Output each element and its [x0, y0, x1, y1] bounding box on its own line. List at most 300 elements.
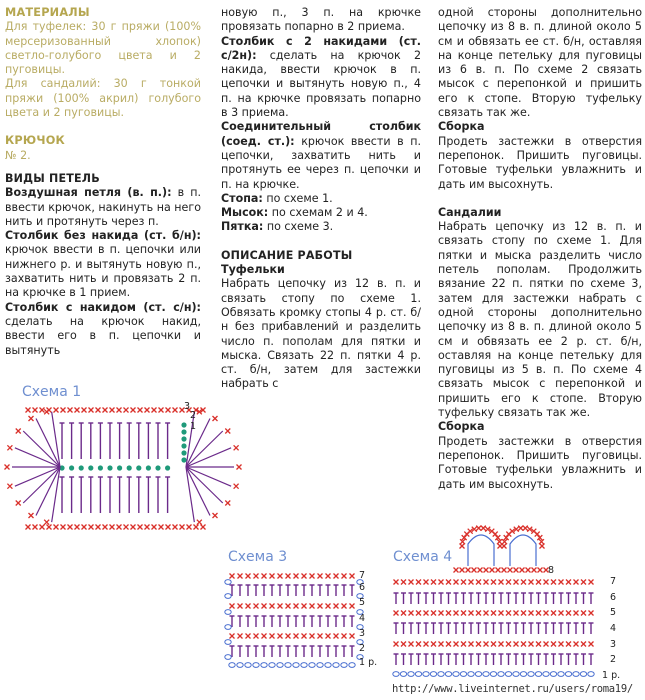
slst-text: крючок ввести в п. цепочки, захватить нить и протянуть ее через п. цепочки и п. на крючке.: [221, 134, 422, 191]
chain-dot: [165, 465, 170, 470]
sc-symbol: [469, 580, 474, 585]
sc-symbol: [559, 642, 564, 647]
scheme-3-diagram: [224, 568, 364, 678]
chain-dot: [181, 436, 186, 441]
chain-dot: [107, 465, 112, 470]
scheme-4-row-label: 3: [610, 639, 617, 650]
sc-symbol: [416, 642, 421, 647]
sc-symbol: [499, 580, 504, 585]
chain-loop: [415, 672, 421, 677]
shoes-text: Набрать цепочку из 12 в. п. и связать стопу по схеме 1. Обвязать кромку стопы 4 р. ст. б/н без прибавлений и разделить число п. пополам для пятки и мыска. Связать 22 п. пятки 4 р. ст. б/н, затем для застежки набрать с: [221, 277, 421, 391]
sc-symbol: [514, 611, 519, 616]
column-1: [5, 6, 201, 358]
scheme-1-title: Схема 1: [22, 384, 82, 400]
sc-symbol: [538, 568, 543, 573]
chain-loop: [528, 672, 534, 677]
sc-symbol: [521, 580, 526, 585]
sc-term: Столбик без накида (ст. б/н):: [5, 229, 201, 243]
sc-symbol: [131, 525, 136, 530]
sc-symbol: [469, 611, 474, 616]
materials-title: МАТЕРИАЛЫ: [5, 6, 90, 19]
chain-dot: [146, 465, 151, 470]
sc-symbol: [294, 574, 299, 579]
chain-loop: [341, 663, 347, 668]
sc-symbol: [159, 525, 164, 530]
sc-symbol: [326, 574, 331, 579]
materials-sandals: Для сандалий: 30 г тонкой пряжи (100% акрил) голубого цвета и 2 пуговицы.: [5, 77, 201, 120]
sc-symbol: [47, 525, 52, 530]
sc-symbol: [551, 611, 556, 616]
sc-symbol: [439, 580, 444, 585]
sc-symbol: [75, 408, 80, 413]
sc-symbol: [40, 408, 45, 413]
sc-symbol: [409, 580, 414, 585]
sc-symbol: [246, 634, 251, 639]
chain-loop: [468, 672, 474, 677]
sc-symbol: [166, 408, 171, 413]
sc-symbol: [499, 642, 504, 647]
stitch-types-title: ВИДЫ ПЕТЕЛЬ: [5, 171, 100, 185]
scheme-3-row-label: 5: [359, 597, 366, 608]
sc-symbol: [506, 611, 511, 616]
chain-loop: [520, 672, 526, 677]
sc-symbol: [237, 465, 242, 470]
sc-symbol: [40, 525, 45, 530]
sc-symbol: [246, 604, 251, 609]
sc-symbol: [173, 525, 178, 530]
sc-symbol: [401, 642, 406, 647]
sc-symbol: [350, 634, 355, 639]
chain-loop: [580, 672, 586, 677]
sc-symbol: [7, 445, 12, 450]
sc-symbol: [394, 642, 399, 647]
sc-symbol: [302, 574, 307, 579]
sc-symbol: [234, 484, 239, 489]
sc-symbol: [439, 642, 444, 647]
chain-dot: [181, 429, 186, 434]
column-2: [221, 6, 421, 392]
heel-term: Пятка:: [221, 220, 264, 234]
sc-symbol: [514, 568, 519, 573]
chain-loop: [565, 672, 571, 677]
sc-symbol: [461, 611, 466, 616]
chain-loop: [513, 672, 519, 677]
sc-symbol: [476, 526, 481, 531]
assembly-title-1: Сборка: [438, 120, 485, 134]
sc-symbol: [89, 525, 94, 530]
sc-symbol: [270, 604, 275, 609]
sc-symbol: [318, 604, 323, 609]
sc-symbol: [82, 408, 87, 413]
heel-text: по схеме 3.: [266, 220, 334, 234]
sc-symbol: [521, 611, 526, 616]
sc-symbol: [254, 634, 259, 639]
chain-text: в п. ввести крючок, накинуть на него нить и протянуть через п.: [5, 186, 201, 228]
sc-symbol: [401, 580, 406, 585]
sc-symbol: [506, 580, 511, 585]
sc-symbol: [502, 568, 507, 573]
toe-term: Мысок:: [221, 206, 269, 220]
sc-symbol: [44, 409, 49, 414]
sc-symbol: [294, 604, 299, 609]
sc-symbol: [254, 604, 259, 609]
sc-symbol: [536, 642, 541, 647]
scheme-4-row-label: 8: [548, 565, 555, 576]
sc-symbol: [278, 634, 283, 639]
sc-symbol: [68, 525, 73, 530]
chain-loop: [588, 672, 594, 677]
scheme-1-row-label: 1: [190, 421, 197, 432]
chain-loop: [505, 672, 511, 677]
sc-symbol: [33, 525, 38, 530]
chain-loop: [261, 663, 267, 668]
sc-symbol: [310, 574, 315, 579]
sc-symbol: [110, 525, 115, 530]
chain-loop: [293, 663, 299, 668]
sole-text: по схеме 1.: [266, 191, 333, 205]
sc-symbol: [496, 568, 501, 573]
chain-loop: [237, 663, 243, 668]
sc-symbol: [478, 568, 483, 573]
sc-symbol: [82, 525, 87, 530]
chain-loop: [301, 663, 307, 668]
sc-symbol: [7, 484, 12, 489]
sc-symbol: [103, 408, 108, 413]
chain-loop: [483, 672, 489, 677]
sc-text: крючок ввести в п. цепочки или нижнего р. и вытянуть новую п., захватить нить и провязать 2 п. на крючке в 1 прием.: [5, 243, 201, 300]
sc-symbol: [551, 642, 556, 647]
sc-symbol: [532, 568, 537, 573]
sc-symbol: [103, 525, 108, 530]
sc-symbol: [145, 408, 150, 413]
tr-text: сделать на крючок 2 накида, ввести крючок в п. цепочки и вытянуть новую п., 4 п. на крючке провязать попарно в 3 приема.: [221, 48, 421, 120]
chain-definition: [5, 186, 201, 229]
sandals-title: Сандалии: [438, 205, 502, 219]
sc-symbol: [454, 642, 459, 647]
chain-dot: [69, 465, 74, 470]
shoes-title: Туфельки: [221, 263, 285, 277]
hook-value: № 2.: [5, 148, 31, 162]
sc-symbol: [566, 611, 571, 616]
sc-symbol: [33, 408, 38, 413]
dc-definition: [5, 301, 201, 358]
dc-continuation: новую п., 3 п. на крючке провязать попарно в 2 приема.: [221, 6, 421, 34]
toe-line: [221, 206, 421, 220]
sc-symbol: [26, 408, 31, 413]
chain-loop: [453, 672, 459, 677]
sc-symbol: [131, 408, 136, 413]
chain-loop: [229, 663, 235, 668]
sc-symbol: [213, 513, 218, 518]
scheme-4-row-label: 5: [610, 607, 617, 618]
sc-symbol: [310, 634, 315, 639]
sc-symbol: [230, 634, 235, 639]
fan-post: [15, 467, 60, 486]
strap-loop: [510, 535, 536, 566]
sc-symbol: [278, 574, 283, 579]
sc-symbol: [476, 611, 481, 616]
sc-symbol: [424, 611, 429, 616]
tr-definition: [221, 35, 421, 121]
sc-symbol: [117, 408, 122, 413]
chain-loop: [309, 663, 315, 668]
sc-symbol: [29, 513, 34, 518]
sc-symbol: [529, 611, 534, 616]
assembly-text-1: Продеть застежки в отверстия перепонок. Пришить пуговицы. Готовые туфельки увлажнить и дать им высохнуть.: [438, 134, 642, 191]
sc-symbol: [152, 408, 157, 413]
sc-symbol: [334, 604, 339, 609]
sc-symbol: [490, 568, 495, 573]
sc-symbol: [581, 642, 586, 647]
sc-symbol: [469, 642, 474, 647]
sc-symbol: [124, 408, 129, 413]
sc-symbol: [230, 604, 235, 609]
fan-post: [23, 431, 60, 467]
sc-symbol: [476, 580, 481, 585]
sc-symbol: [394, 611, 399, 616]
sc-symbol: [409, 642, 414, 647]
assembly-title-2: Сборка: [438, 420, 485, 434]
chain-loop: [558, 672, 564, 677]
sc-symbol: [138, 525, 143, 530]
chain-loop: [550, 672, 556, 677]
sc-symbol: [44, 520, 49, 525]
sc-symbol: [439, 611, 444, 616]
sc-symbol: [536, 580, 541, 585]
sc-symbol: [286, 634, 291, 639]
sc-symbol: [498, 544, 503, 549]
sc-symbol: [234, 445, 239, 450]
scheme-4-row-label: 1 р.: [602, 670, 621, 681]
sc-symbol: [424, 580, 429, 585]
sc-symbol: [286, 604, 291, 609]
chain-loop: [349, 663, 355, 668]
sc-symbol: [589, 642, 594, 647]
sc-symbol: [96, 525, 101, 530]
chain-loop: [269, 663, 275, 668]
sc-symbol: [491, 611, 496, 616]
sc-symbol: [416, 580, 421, 585]
sc-symbol: [581, 611, 586, 616]
sc-symbol: [286, 574, 291, 579]
shoes-continuation: одной стороны дополнительно цепочку из 8 в. п. длиной около 5 см и обвязать ее ст. б/н, оставляя на конце петельку для пуговицы из 6 в. п. По схеме 2 связать мысок с перепонкой и пришить его к стопе. Вторую туфельку связать так же.: [438, 6, 642, 120]
chain-dot: [79, 465, 84, 470]
sc-symbol: [566, 642, 571, 647]
sc-symbol: [310, 604, 315, 609]
sc-symbol: [589, 580, 594, 585]
sc-symbol: [461, 642, 466, 647]
toe-text: по схемам 2 и 4.: [271, 206, 368, 220]
sc-symbol: [124, 525, 129, 530]
chain-loop: [245, 663, 251, 668]
strap-loop: [468, 535, 494, 566]
chain-loop: [408, 672, 414, 677]
sc-symbol: [544, 611, 549, 616]
tr-term: Столбик с 2 накидами (ст. с/2н):: [221, 34, 421, 62]
fan-post: [186, 448, 231, 467]
sc-symbol: [159, 408, 164, 413]
sc-symbol: [54, 525, 59, 530]
sc-symbol: [566, 580, 571, 585]
sc-symbol: [499, 611, 504, 616]
sc-symbol: [326, 634, 331, 639]
sc-symbol: [334, 574, 339, 579]
sc-symbol: [481, 526, 486, 531]
sc-symbol: [29, 416, 34, 421]
sc-symbol: [152, 525, 157, 530]
chain-dot: [127, 465, 132, 470]
sc-symbol: [326, 604, 331, 609]
chain-loop: [325, 663, 331, 668]
sc-symbol: [472, 568, 477, 573]
sc-symbol: [476, 642, 481, 647]
fan-post: [15, 448, 60, 467]
sc-symbol: [514, 580, 519, 585]
scheme-1-row-label: 2: [190, 410, 197, 421]
scheme-3-row-label: 6: [359, 582, 366, 593]
dc-text: сделать на крючок накид, ввести его в п. цепочки и вытянуть: [5, 314, 201, 357]
scheme-1-diagram: [0, 395, 260, 565]
sc-symbol: [521, 642, 526, 647]
sc-symbol: [350, 604, 355, 609]
sc-symbol: [342, 574, 347, 579]
fan-post: [186, 431, 223, 467]
sc-symbol: [238, 634, 243, 639]
sc-symbol: [318, 574, 323, 579]
sc-symbol: [187, 525, 192, 530]
sc-symbol: [262, 574, 267, 579]
sc-symbol: [484, 642, 489, 647]
sc-symbol: [225, 500, 230, 505]
scheme-4-row-label: 2: [610, 654, 617, 665]
sole-term: Стопа:: [221, 191, 263, 205]
chain-loop: [225, 625, 231, 630]
scheme-3-row-label: 7: [359, 570, 366, 581]
sc-symbol: [350, 574, 355, 579]
sc-symbol: [270, 574, 275, 579]
sc-symbol: [201, 525, 206, 530]
sc-symbol: [61, 408, 66, 413]
chain-loop: [225, 594, 231, 599]
fan-post: [186, 467, 223, 503]
scheme-3-row-label: 4: [359, 613, 366, 624]
sc-symbol: [302, 604, 307, 609]
chain-loop: [225, 610, 231, 615]
scheme-4-title: Схема 4: [393, 549, 453, 565]
chain-loop: [285, 663, 291, 668]
sc-symbol: [26, 525, 31, 530]
sc-symbol: [518, 526, 523, 531]
materials-shoes: Для туфелек: 30 г пряжи (100% мерсеризованный хлопок) светло-голубого цвета и 2 пуговицы.: [5, 20, 201, 77]
chain-loop: [438, 672, 444, 677]
sc-symbol: [508, 568, 513, 573]
sc-symbol: [96, 408, 101, 413]
sc-symbol: [173, 408, 178, 413]
slst-definition: [221, 120, 421, 191]
sc-symbol: [484, 580, 489, 585]
sc-symbol: [68, 408, 73, 413]
chain-loop: [225, 655, 231, 660]
sc-symbol: [529, 642, 534, 647]
fan-post: [23, 467, 60, 503]
sc-symbol: [526, 568, 531, 573]
sc-symbol: [75, 525, 80, 530]
sc-symbol: [409, 611, 414, 616]
sc-symbol: [197, 520, 202, 525]
chain-dot: [181, 443, 186, 448]
sc-symbol: [342, 634, 347, 639]
chain-dot: [88, 465, 93, 470]
chain-dot: [181, 422, 186, 427]
sc-symbol: [262, 604, 267, 609]
sc-symbol: [254, 574, 259, 579]
sc-symbol: [213, 416, 218, 421]
fan-post: [186, 467, 231, 486]
sc-symbol: [581, 580, 586, 585]
sc-symbol: [446, 580, 451, 585]
sc-symbol: [278, 604, 283, 609]
scheme-3-row-label: 3: [359, 628, 366, 639]
sc-symbol: [431, 642, 436, 647]
chain-loop: [317, 663, 323, 668]
sc-symbol: [446, 611, 451, 616]
sole-line: [221, 192, 421, 206]
sc-symbol: [54, 408, 59, 413]
sc-symbol: [230, 574, 235, 579]
sc-symbol: [454, 580, 459, 585]
sc-symbol: [491, 642, 496, 647]
sc-symbol: [138, 408, 143, 413]
sc-symbol: [461, 580, 466, 585]
chain-dot: [155, 465, 160, 470]
scheme-4-row-label: 7: [610, 576, 617, 587]
assembly-text-2: Продеть застежки в отверстия перепонок. Пришить пуговицы. Готовые туфельки увлажнить и дать им высохнуть.: [438, 434, 642, 491]
sc-symbol: [270, 634, 275, 639]
sc-symbol: [446, 642, 451, 647]
sc-symbol: [246, 574, 251, 579]
sandals-text: Набрать цепочку из 12 в. п. и связать стопу по схеме 1. Для пятки и мыска разделить число петель пополам. Продолжить вязание 22 п. пятки по схеме 3, затем для застежки набрать с одной стороны дополнительно цепочку из 8 в. п. длиной около 5 см и обвязать ее 2 р. ст. б/н, оставляя на конце петельку для пуговицы из 5 в. п. По схеме 4 связать мысок с перепонкой и пришить его к стопе. Вторую туфельку связать так же.: [438, 220, 642, 420]
sc-symbol: [110, 408, 115, 413]
sc-symbol: [540, 544, 545, 549]
sc-symbol: [5, 465, 10, 470]
sc-symbol: [89, 408, 94, 413]
chain-dot: [181, 457, 186, 462]
sc-symbol: [431, 580, 436, 585]
chain-dot: [136, 465, 141, 470]
heel-line: [221, 220, 421, 234]
hook-title: КРЮЧОК: [5, 134, 65, 148]
sc-symbol: [145, 525, 150, 530]
sc-symbol: [574, 580, 579, 585]
dc-term: Столбик с накидом (ст. с/н):: [5, 300, 201, 314]
sc-symbol: [416, 611, 421, 616]
sc-symbol: [194, 525, 199, 530]
sc-definition: [5, 229, 201, 300]
chain-loop: [393, 672, 399, 677]
sc-symbol: [466, 568, 471, 573]
sc-symbol: [484, 568, 489, 573]
sc-symbol: [342, 604, 347, 609]
chain-loop: [225, 580, 231, 585]
sc-symbol: [536, 611, 541, 616]
sc-symbol: [401, 611, 406, 616]
column-3: [438, 6, 642, 492]
sc-symbol: [529, 580, 534, 585]
sc-symbol: [460, 568, 465, 573]
sc-symbol: [334, 634, 339, 639]
sc-symbol: [559, 580, 564, 585]
sc-symbol: [589, 611, 594, 616]
